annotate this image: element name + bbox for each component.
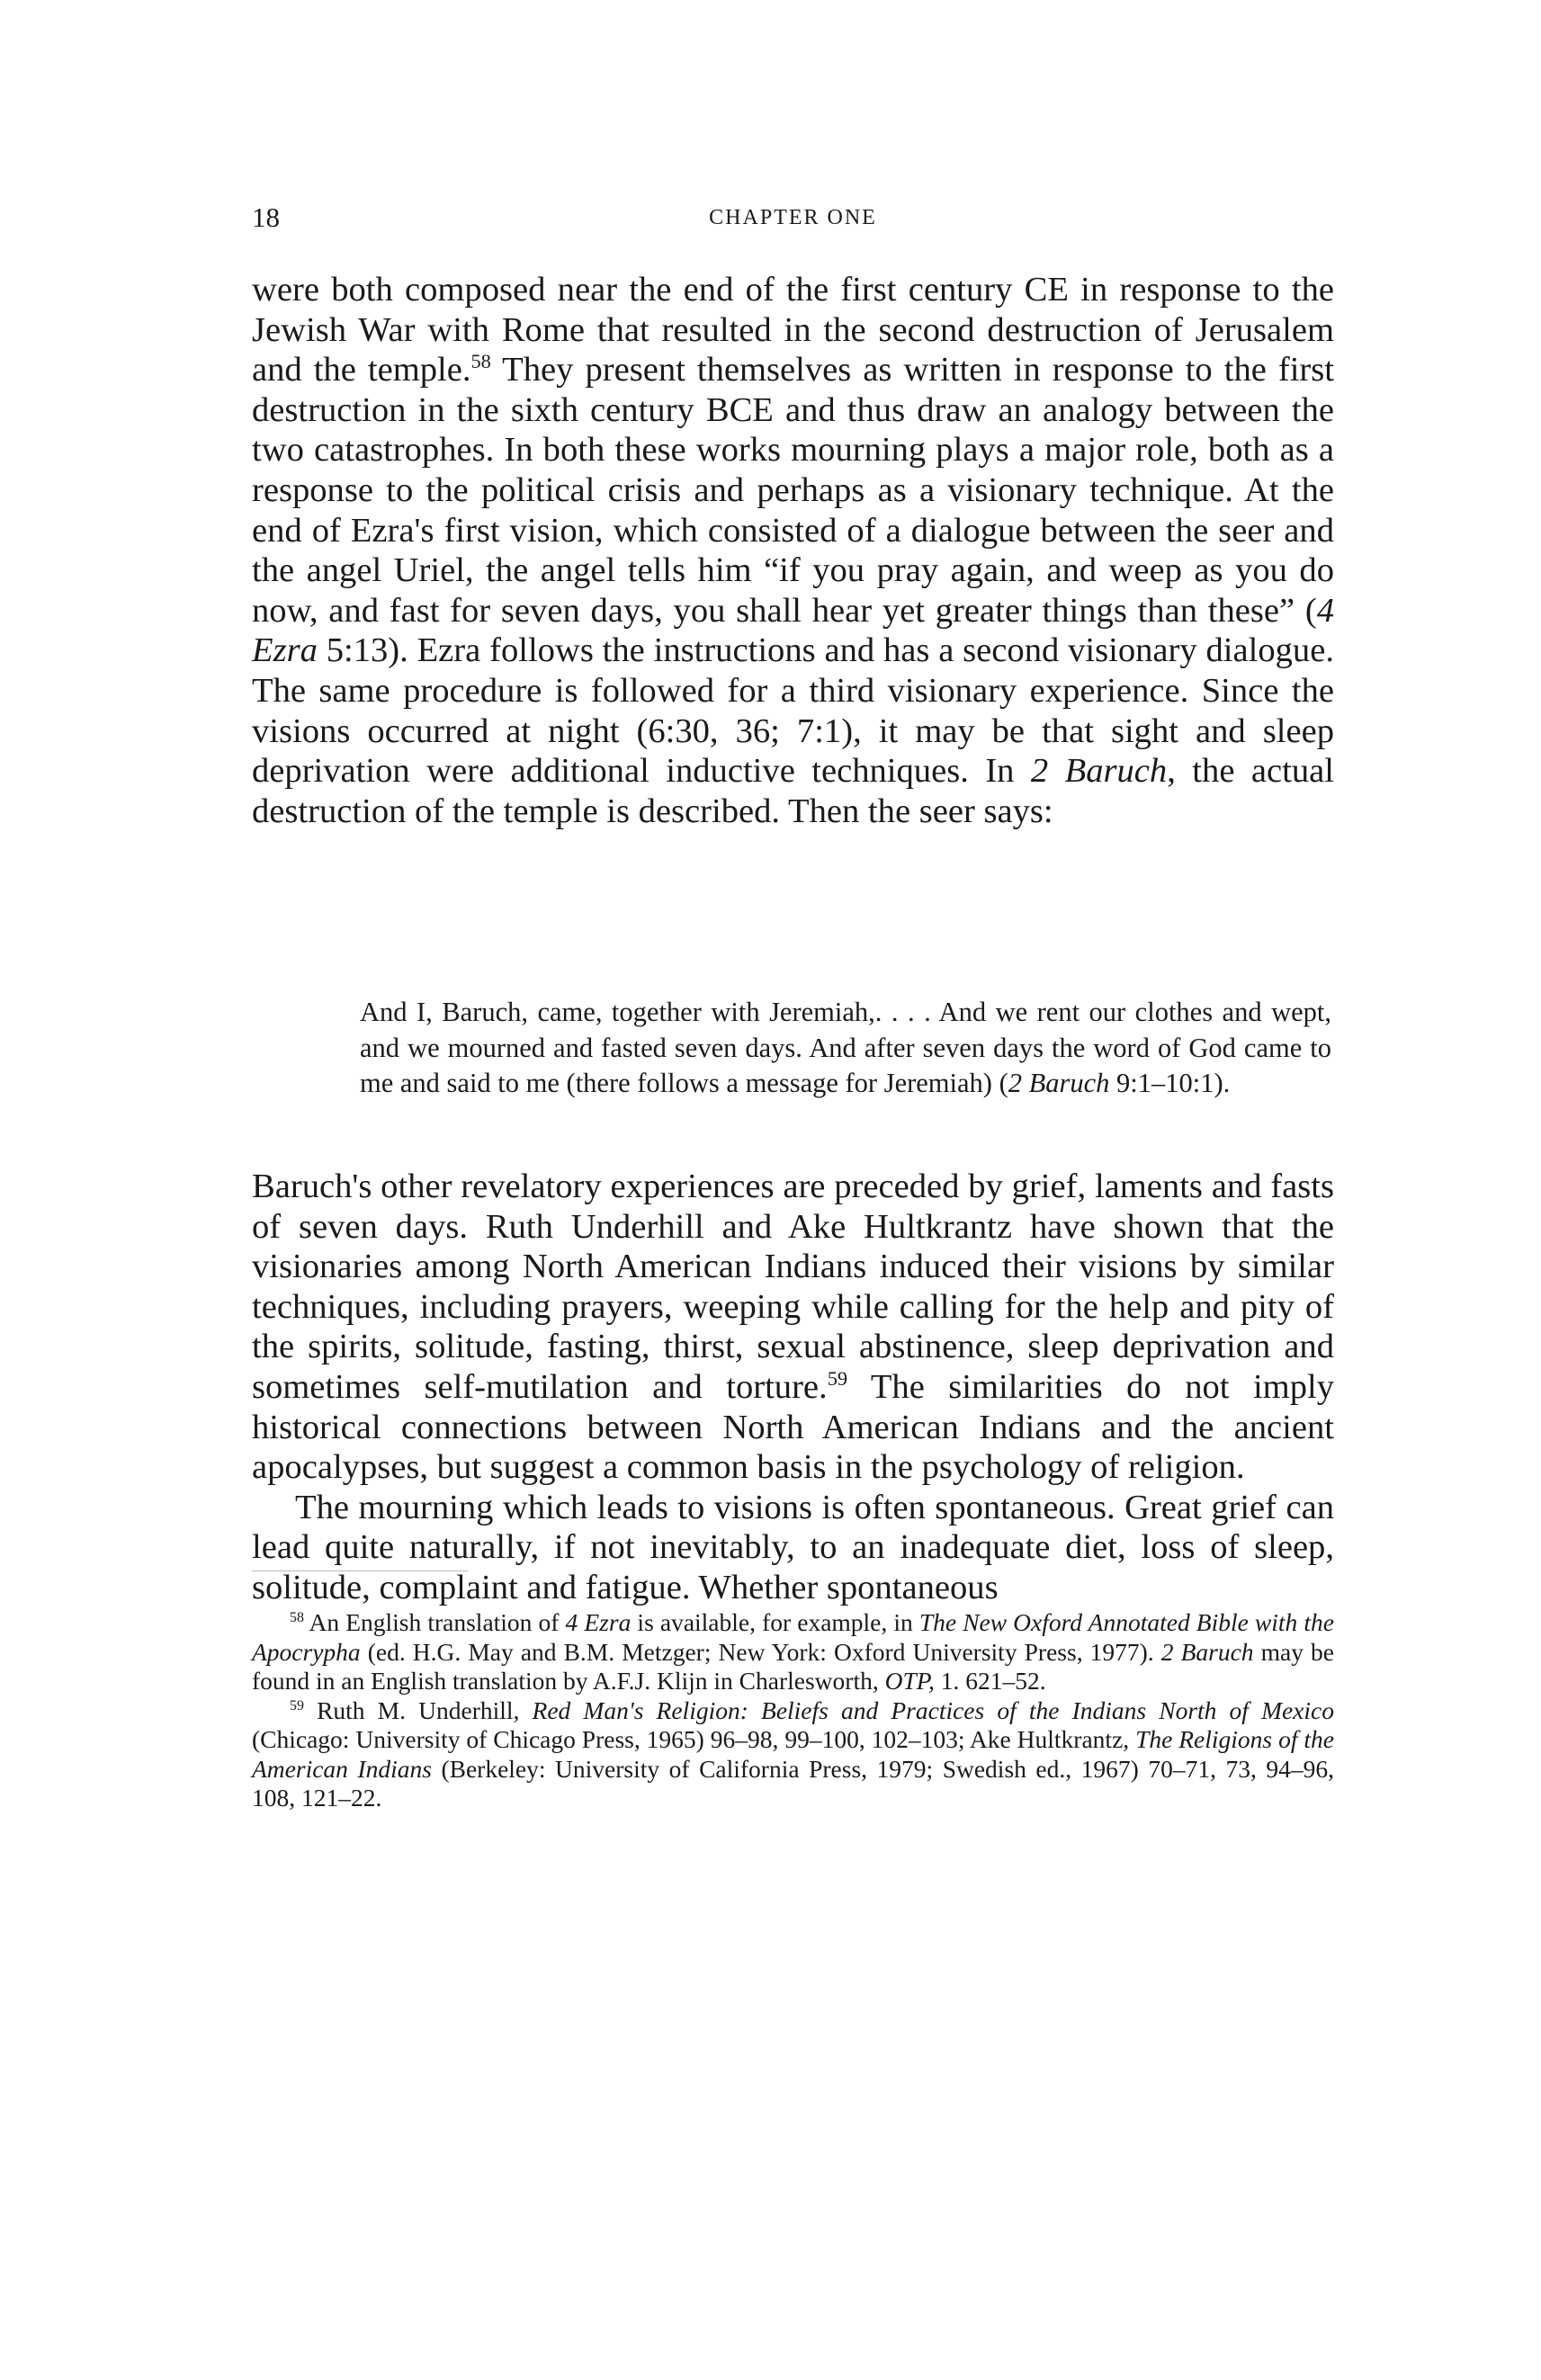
footnote-59: $^{59}$ Ruth M. Underhill, Red Man's Religion: Beliefs and Practices of the Indians North of Mexico (Chicago: University of Chicago Press, 1965) 96–98, 99–100, 102–103; Ake Hultkrantz, The Religions of the American Indians (Berkeley: University of California Press, 1979; Swedish ed., 1967) 70–71, 73, 94–96, 108, 121–22. — [252, 1696, 1334, 1812]
footnote-58: $^{58}$ An English translation of 4 Ezra is available, for example, in The New Oxford Annotated Bible with the Apocrypha (ed. H.G. May and B.M. Metzger; New York: Oxford University Press, 1977). 2 Baruch may be found in an English translation by A.F.J. Klijn in Charlesworth, OTP, 1. 621–52. — [252, 1608, 1334, 1695]
main-text — [252, 270, 1334, 831]
footnote-ref-58: 58 — [470, 350, 491, 373]
running-head: CHAPTER ONE — [709, 206, 877, 229]
footnote-divider — [252, 1570, 468, 1571]
block-quote — [360, 995, 1331, 1102]
block-quote-text: And I, Baruch, came, together with Jeremiah,. . . . And we rent our clothes and wept, and we mourned and fasted seven days. And after seven days the word of God came to me and said to me (there follows a message for Jeremiah) (2 Baruch 9:1–10:1). — [360, 997, 1331, 1099]
footnote-ref-59: 59 — [827, 1367, 848, 1391]
footnote-number: 58 — [290, 1609, 304, 1625]
paragraph-1: were both composed near the end of the first century CE in response to the Jewish War with Rome that resulted in the second destruction of Jerusalem and the temple.$^{58}$ They present themselves as written in response to the first destruction in the sixth century BCE and thus draw an analogy between the two catastrophes. In both these works mourning plays a major role, both as a response to the political crisis and perhaps as a visionary technique. At the end of Ezra's first vision, which consisted of a dialogue between the seer and the angel Uriel, the angel tells him “if you pray again, and weep as you do now, and fast for seven days, you shall hear yet greater things than these” (4 Ezra 5:13). Ezra follows the instructions and has a second visionary dialogue. The same procedure is followed for a third visionary experience. Since the visions occurred at night (6:30, 36; 7:1), it may be that sight and sleep deprivation were additional inductive techniques. In 2 Baruch, the actual destruction of the temple is described. Then the seer says: — [252, 271, 1335, 830]
page-header — [252, 200, 1334, 236]
citation-4-ezra: 4 Ezra — [252, 591, 1334, 670]
footnotes — [252, 1608, 1334, 1813]
main-text-continued — [252, 1167, 1334, 1608]
block-quote-citation: 2 Baruch — [1008, 1068, 1110, 1099]
paragraph-3: The mourning which leads to visions is often spontaneous. Great grief can lead quite naturally, if not inevitably, to an inadequate diet, loss of sleep, solitude, complaint and fatigue. Whether spontaneous — [252, 1488, 1334, 1606]
paragraph-2: Baruch's other revelatory experiences are preceded by grief, laments and fasts of seven days. Ruth Underhill and Ake Hultkrantz have shown that the visionaries among North American Indians induced their visions by similar techniques, including prayers, weeping while calling for the help and pity of the spirits, solitude, fasting, thirst, sexual abstinence, sleep deprivation and sometimes self-mutilation and torture.$^{59}$ The similarities do not imply historical connections between North American Indians and the ancient apocalypses, but suggest a common basis in the psychology of religion. — [252, 1168, 1334, 1487]
footnote-number: 59 — [290, 1697, 304, 1713]
citation-2-baruch: 2 Baruch — [1030, 752, 1168, 791]
page-number: 18 — [252, 201, 280, 233]
